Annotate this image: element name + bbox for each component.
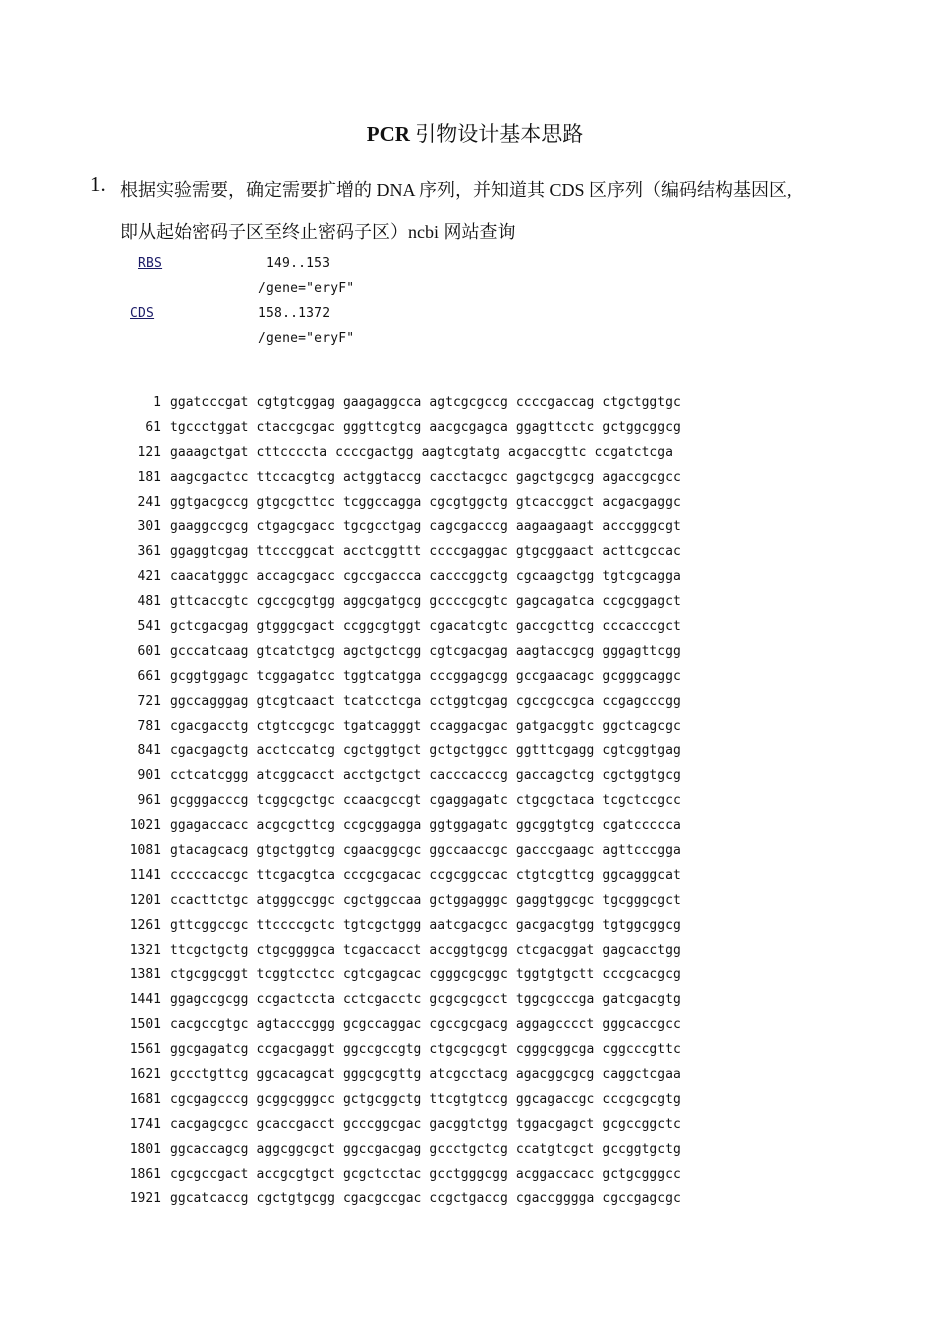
sequence-chunk: atgggccggc [256, 892, 335, 908]
sequence-chunk: accagcgacc [256, 569, 335, 585]
sequence-chunk: acctccatcg [256, 743, 335, 759]
sequence-position: 121 [137, 444, 161, 460]
sequence-chunk: tcggtcctcc [256, 967, 335, 983]
sequence-chunk: cacgccgtgc [170, 1017, 249, 1033]
sequence-chunk: aggagcccct [515, 1017, 595, 1033]
sequence-chunk: ctgagcgacc [256, 519, 335, 535]
sequence-chunk: gcccggcgac [342, 1116, 422, 1132]
sequence-row [120, 863, 689, 888]
sequence-position: 421 [137, 569, 161, 585]
sequence-position: 1921 [129, 1191, 161, 1207]
sequence-chunk: cccgcacgcg [602, 967, 681, 983]
sequence-chunk: actggtaccg [342, 469, 422, 485]
sequence-row [120, 962, 689, 987]
sequence-chunk: ggcggtgtcg [515, 818, 595, 834]
sequence-chunk: ctgtccgcgc [256, 718, 335, 734]
sequence-chunk: cgccgccgca [515, 693, 595, 709]
step-text-line2: 即从起始密码子区至终止密码子区）ncbi 网站查询 [120, 222, 516, 242]
sequence-row [120, 390, 689, 415]
sequence-chunk: gttcggccgc [170, 917, 249, 933]
sequence-chunk: cgggcggcga [515, 1042, 595, 1058]
sequence-chunk: agctgctcgg [342, 643, 422, 659]
sequence-chunk: cttccccta [256, 444, 328, 460]
sequence-chunk: gagctgcgcg [515, 469, 595, 485]
sequence-chunk: gctgcgggcc [602, 1166, 681, 1182]
sequence-row [120, 1137, 689, 1162]
sequence-chunk: ctgcgcgcgt [429, 1042, 508, 1058]
sequence-position: 61 [145, 419, 161, 435]
sequence-chunk: gcgggcaggc [602, 668, 681, 684]
sequence-position: 961 [137, 793, 161, 809]
sequence-position: 1321 [129, 942, 161, 958]
sequence-position: 601 [137, 643, 161, 659]
sequence-chunk: tcggccagga [342, 494, 422, 510]
sequence-chunk: cgaccgggga [515, 1191, 595, 1207]
sequence-position: 541 [137, 618, 161, 634]
sequence-position: 901 [137, 768, 161, 784]
sequence-chunk: tcgctccgcc [602, 793, 681, 809]
sequence-chunk: ccaacgccgt [342, 793, 422, 809]
sequence-chunk: ggagccgcgg [170, 992, 249, 1008]
sequence-chunk: aacgcgagca [429, 419, 508, 435]
sequence-chunk: cgccgcgtgg [256, 594, 335, 610]
sequence-chunk: accgcgtgct [256, 1166, 335, 1182]
sequence-chunk: gcgctcctac [342, 1166, 422, 1182]
sequence-position: 361 [137, 544, 161, 560]
sequence-position: 1621 [129, 1066, 161, 1082]
sequence-chunk: gccggtgctg [602, 1141, 681, 1157]
sequence-position: 301 [137, 519, 161, 535]
sequence-chunk: cgtgtcggag [256, 394, 335, 410]
sequence-position: 1861 [129, 1166, 161, 1182]
sequence-chunk: gaagaggcca [342, 394, 422, 410]
sequence-chunk: tcggcgctgc [256, 793, 335, 809]
sequence-row [120, 888, 689, 913]
sequence-chunk: accggtgcgg [429, 942, 508, 958]
sequence-position: 1081 [129, 842, 161, 858]
sequence-chunk: tgcgggcgct [602, 892, 681, 908]
sequence-row [120, 1162, 689, 1187]
sequence-chunk: agaccgcgcc [602, 469, 681, 485]
sequence-chunk: gacgacgtgg [515, 917, 595, 933]
sequence-chunk: cgacgacctg [170, 718, 249, 734]
sequence-chunk: cgcgccgact [170, 1166, 249, 1182]
sequence-row [120, 813, 689, 838]
sequence-chunk: acgaccgttc [508, 444, 587, 460]
sequence-row [120, 539, 689, 564]
sequence-position: 721 [137, 693, 161, 709]
sequence-chunk: ctcgacggat [515, 942, 595, 958]
sequence-row [120, 440, 689, 465]
sequence-chunk: cgtcgagcac [342, 967, 422, 983]
sequence-chunk: gagcagatca [515, 594, 595, 610]
sequence-chunk: ggaggtcgag [170, 544, 249, 560]
sequence-chunk: cccgcgcgtg [602, 1091, 681, 1107]
sequence-row [120, 1012, 689, 1037]
sequence-chunk: gctggagggc [429, 892, 508, 908]
sequence-chunk: cccgcgacac [342, 867, 422, 883]
page-title-bold: PCR [366, 122, 410, 146]
sequence-chunk: cctcatcggg [170, 768, 249, 784]
sequence-chunk: cgacgccgac [342, 1191, 422, 1207]
sequence-row [120, 465, 689, 490]
sequence-row [120, 664, 689, 689]
sequence-row [120, 689, 689, 714]
sequence-chunk: ctgcggggca [256, 942, 335, 958]
sequence-chunk: cgtcgacgag [429, 643, 508, 659]
sequence-position: 1741 [129, 1116, 161, 1132]
sequence-position: 1561 [129, 1042, 161, 1058]
sequence-chunk: ggtgacgccg [170, 494, 249, 510]
sequence-chunk: tcatcctcga [342, 693, 422, 709]
sequence-chunk: aagtcgtatg [421, 444, 501, 460]
sequence-position: 181 [137, 469, 161, 485]
sequence-chunk: ccgcggccac [429, 867, 508, 883]
sequence-row [120, 738, 689, 763]
sequence-row [120, 614, 689, 639]
sequence-chunk: aggcggcgct [256, 1141, 335, 1157]
sequence-chunk: gggagttcgg [602, 643, 681, 659]
sequence-chunk: ggctcagcgc [602, 718, 681, 734]
sequence-chunk: gcctgggcgg [429, 1166, 508, 1182]
sequence-row [120, 1062, 689, 1087]
sequence-chunk: ggcacagcat [256, 1066, 335, 1082]
sequence-chunk: ggtggagatc [429, 818, 508, 834]
sequence-chunk: gcgggacccg [170, 793, 249, 809]
sequence-chunk: cgctggtgct [342, 743, 422, 759]
sequence-position: 1141 [129, 867, 161, 883]
sequence-chunk: cccggagcgg [429, 668, 508, 684]
sequence-chunk: gtcatctgcg [256, 643, 335, 659]
sequence-chunk: gggcaccgcc [602, 1017, 681, 1033]
sequence-chunk: acgacgaggc [602, 494, 681, 510]
sequence-chunk: ctgtcgttcg [515, 867, 595, 883]
sequence-chunk: caacatgggc [170, 569, 249, 585]
sequence-chunk: gcccatcaag [170, 643, 249, 659]
sequence-chunk: gcggtggagc [170, 668, 249, 684]
feature-key-cds[interactable]: CDS [130, 306, 155, 321]
sequence-chunk: ctaccgcgac [256, 419, 335, 435]
feature-location-rbs: 149..153 [266, 256, 331, 271]
sequence-chunk: gaaggccgcg [170, 519, 249, 535]
sequence-chunk: gcaccgacct [256, 1116, 335, 1132]
sequence-chunk: cccacccgct [602, 618, 681, 634]
sequence-chunk: gtcaccggct [515, 494, 595, 510]
sequence-chunk: ccaggacgac [429, 718, 508, 734]
sequence-chunk: ctgcggcggt [170, 967, 249, 983]
sequence-position: 841 [137, 743, 161, 759]
sequence-chunk: cgccgagcgc [602, 1191, 681, 1207]
sequence-position: 481 [137, 594, 161, 610]
sequence-chunk: ctgctggtgc [602, 394, 681, 410]
sequence-chunk: ccccgaggac [429, 544, 508, 560]
sequence-position: 1801 [129, 1141, 161, 1157]
sequence-chunk: ccgcggagct [602, 594, 681, 610]
sequence-chunk: cgcgtggctg [429, 494, 508, 510]
sequence-chunk: gctgctggcc [429, 743, 508, 759]
sequence-chunk: gccccgcgtc [429, 594, 508, 610]
page-title-rest: 引物设计基本思路 [409, 122, 584, 146]
sequence-chunk: ttccacgtcg [256, 469, 335, 485]
sequence-chunk: ccggcgtggt [342, 618, 422, 634]
sequence-chunk: agttcccgga [602, 842, 681, 858]
sequence-chunk: cgatccccca [602, 818, 681, 834]
sequence-chunk: cgccgcgacg [429, 1017, 508, 1033]
sequence-row [120, 1087, 689, 1112]
sequence-chunk: gcggcgggcc [256, 1091, 335, 1107]
feature-qualifier-rbs: /gene="eryF" [258, 281, 355, 296]
sequence-row [120, 589, 689, 614]
sequence-row [120, 564, 689, 589]
sequence-chunk: gtgctggtcg [256, 842, 335, 858]
sequence-chunk: tggcgcccga [515, 992, 595, 1008]
sequence-chunk: ccgagcccgg [602, 693, 681, 709]
sequence-chunk: ggagaccacc [170, 818, 249, 834]
sequence-position: 241 [137, 494, 161, 510]
sequence-chunk: ggcagggcat [602, 867, 681, 883]
sequence-position: 1021 [129, 818, 161, 834]
sequence-chunk: agtcgcgccg [429, 394, 508, 410]
sequence-chunk: cgctggtgcg [602, 768, 681, 784]
step-number: 1. [90, 172, 106, 196]
sequence-chunk: tgtcgcagga [602, 569, 681, 585]
sequence-chunk: ccccgaccag [515, 394, 595, 410]
sequence-chunk: cctcgacctc [342, 992, 422, 1008]
page-title [0, 118, 950, 148]
sequence-row [120, 514, 689, 539]
sequence-chunk: ttcccggcat [256, 544, 335, 560]
sequence-chunk: gttcaccgtc [170, 594, 249, 610]
sequence-chunk: cacccacccg [429, 768, 508, 784]
sequence-chunk: tggacgagct [515, 1116, 595, 1132]
sequence-chunk: gatgacggtc [515, 718, 595, 734]
sequence-chunk: gcgcgcgcct [429, 992, 508, 1008]
sequence-chunk: cgacgagctg [170, 743, 249, 759]
sequence-position: 1441 [129, 992, 161, 1008]
sequence-chunk: ccccgactgg [335, 444, 414, 460]
sequence-chunk: gatcgacgtg [602, 992, 681, 1008]
sequence-row [120, 1037, 689, 1062]
sequence-row [120, 763, 689, 788]
sequence-position: 1261 [129, 917, 161, 933]
sequence-chunk: tgatcagggt [342, 718, 422, 734]
sequence-row [120, 1187, 689, 1212]
sequence-position: 1501 [129, 1017, 161, 1033]
sequence-chunk: gcgccaggac [342, 1017, 422, 1033]
sequence-chunk: gtcgtcaact [256, 693, 335, 709]
sequence-chunk: ccgctgaccg [429, 1191, 508, 1207]
sequence-chunk: gccctgttcg [170, 1066, 249, 1082]
sequence-chunk: gtgggcgact [256, 618, 335, 634]
sequence-chunk: gccctgctcg [429, 1141, 508, 1157]
sequence-chunk: atcgcctacg [429, 1066, 508, 1082]
sequence-chunk: ggtttcgagg [515, 743, 595, 759]
sequence-chunk: gggttcgtcg [342, 419, 422, 435]
sequence-chunk: cgctgtgcgg [256, 1191, 335, 1207]
sequence-position: 1201 [129, 892, 161, 908]
sequence-chunk: ggcgagatcg [170, 1042, 249, 1058]
sequence-chunk: aatcgacgcc [429, 917, 508, 933]
sequence-chunk: ggccaaccgc [429, 842, 508, 858]
sequence-chunk: gacggtctgg [429, 1116, 508, 1132]
sequence-chunk: ggcaccagcg [170, 1141, 249, 1157]
sequence-row [120, 639, 689, 664]
sequence-chunk: acccgggcgt [602, 519, 681, 535]
sequence-chunk: gtgcggaact [515, 544, 595, 560]
sequence-position: 1 [153, 394, 161, 410]
sequence-chunk: ccgactccta [256, 992, 335, 1008]
sequence-chunk: gacccgaagc [515, 842, 595, 858]
sequence-chunk: aagaagaagt [515, 519, 595, 535]
sequence-chunk: gctcgacgag [170, 618, 249, 634]
sequence-chunk: tcggagatcc [256, 668, 335, 684]
sequence-chunk: gaccagctcg [515, 768, 595, 784]
sequence-position: 781 [137, 718, 161, 734]
sequence-chunk: ctgcgctaca [515, 793, 595, 809]
sequence-chunk: cgcgagcccg [170, 1091, 249, 1107]
sequence-chunk: gctgcggctg [342, 1091, 422, 1107]
sequence-chunk: cctggtcgag [429, 693, 508, 709]
sequence-chunk: acctgctgct [342, 768, 422, 784]
sequence-chunk: cgaggagatc [429, 793, 508, 809]
sequence-chunk: aggcgatgcg [342, 594, 422, 610]
sequence-chunk: acggaccacc [515, 1166, 595, 1182]
sequence-chunk: gaccgcttcg [515, 618, 595, 634]
sequence-position: 1381 [129, 967, 161, 983]
sequence-chunk: ccatgtcgct [515, 1141, 595, 1157]
sequence-position: 661 [137, 668, 161, 684]
sequence-chunk: ccgacgaggt [256, 1042, 335, 1058]
sequence-chunk: cgccgaccca [342, 569, 422, 585]
sequence-chunk: cgaacggcgc [342, 842, 422, 858]
sequence-chunk: tggtgtgctt [515, 967, 595, 983]
sequence-chunk: cgacatcgtc [429, 618, 508, 634]
sequence-chunk: cacctacgcc [429, 469, 508, 485]
feature-location-cds: 158..1372 [258, 306, 331, 321]
sequence-chunk: gcgccggctc [602, 1116, 681, 1132]
sequence-chunk: ccgcggagga [342, 818, 422, 834]
sequence-chunk: cgctggccaa [342, 892, 422, 908]
sequence-row [120, 913, 689, 938]
sequence-chunk: acttcgccac [602, 544, 681, 560]
sequence-chunk: caggctcgaa [602, 1066, 681, 1082]
sequence-row [120, 987, 689, 1012]
sequence-chunk: cccccaccgc [170, 867, 249, 883]
sequence-listing [120, 390, 689, 1211]
sequence-chunk: tggtcatgga [342, 668, 422, 684]
sequence-position: 1681 [129, 1091, 161, 1107]
sequence-chunk: acgcgcttcg [256, 818, 335, 834]
sequence-row [120, 938, 689, 963]
sequence-chunk: tgccctggat [170, 419, 249, 435]
sequence-chunk: gtgcgcttcc [256, 494, 335, 510]
sequence-row [120, 1112, 689, 1137]
sequence-chunk: cggcccgttc [602, 1042, 681, 1058]
sequence-row [120, 788, 689, 813]
sequence-chunk: cgcaagctgg [515, 569, 595, 585]
sequence-chunk: cagcgacccg [429, 519, 508, 535]
sequence-chunk: aagtaccgcg [515, 643, 595, 659]
sequence-chunk: ttcgacgtca [256, 867, 335, 883]
sequence-chunk: acctcggttt [342, 544, 422, 560]
sequence-chunk: gagcacctgg [602, 942, 681, 958]
sequence-chunk: ggcatcaccg [170, 1191, 249, 1207]
sequence-chunk: ggccgacgag [342, 1141, 422, 1157]
sequence-chunk: cacgagcgcc [170, 1116, 249, 1132]
sequence-chunk: ggccgccgtg [342, 1042, 422, 1058]
sequence-chunk: atcggcacct [256, 768, 335, 784]
sequence-chunk: ggccagggag [170, 693, 249, 709]
sequence-chunk: ttcgctgctg [170, 942, 249, 958]
step-text-line1: 根据实验需要，确定需要扩增的 DNA 序列，并知道其 CDS 区序列（编码结构基因区, [120, 180, 792, 200]
sequence-chunk: agtacccggg [256, 1017, 335, 1033]
sequence-chunk: gtacagcacg [170, 842, 249, 858]
sequence-chunk: cgggcgcggc [429, 967, 508, 983]
sequence-chunk: tgtggcggcg [602, 917, 681, 933]
sequence-chunk: cgtcggtgag [602, 743, 681, 759]
sequence-row [120, 415, 689, 440]
sequence-chunk: ggatcccgat [170, 394, 249, 410]
sequence-chunk: gaaagctgat [170, 444, 249, 460]
sequence-chunk: tgcgcctgag [342, 519, 422, 535]
sequence-chunk: agacggcgcg [515, 1066, 595, 1082]
sequence-chunk: cacccggctg [429, 569, 508, 585]
sequence-chunk: ccacttctgc [170, 892, 249, 908]
sequence-chunk: ttcgtgtccg [429, 1091, 508, 1107]
sequence-chunk: tgtcgctggg [342, 917, 422, 933]
sequence-chunk: aagcgactcc [170, 469, 249, 485]
sequence-chunk: gccgaacagc [515, 668, 595, 684]
sequence-chunk: gctggcggcg [602, 419, 681, 435]
sequence-chunk: ttccccgctc [256, 917, 335, 933]
sequence-chunk: ggcagaccgc [515, 1091, 595, 1107]
sequence-row [120, 714, 689, 739]
feature-qualifier-cds: /gene="eryF" [258, 331, 355, 346]
sequence-chunk: gaggtggcgc [515, 892, 595, 908]
sequence-chunk: ccgatctcga [594, 444, 673, 460]
sequence-row [120, 490, 689, 515]
sequence-chunk: ggagttcctc [515, 419, 595, 435]
sequence-chunk: tcgaccacct [342, 942, 422, 958]
sequence-chunk: gggcgcgttg [342, 1066, 422, 1082]
sequence-row [120, 838, 689, 863]
feature-key-rbs[interactable]: RBS [138, 256, 163, 271]
